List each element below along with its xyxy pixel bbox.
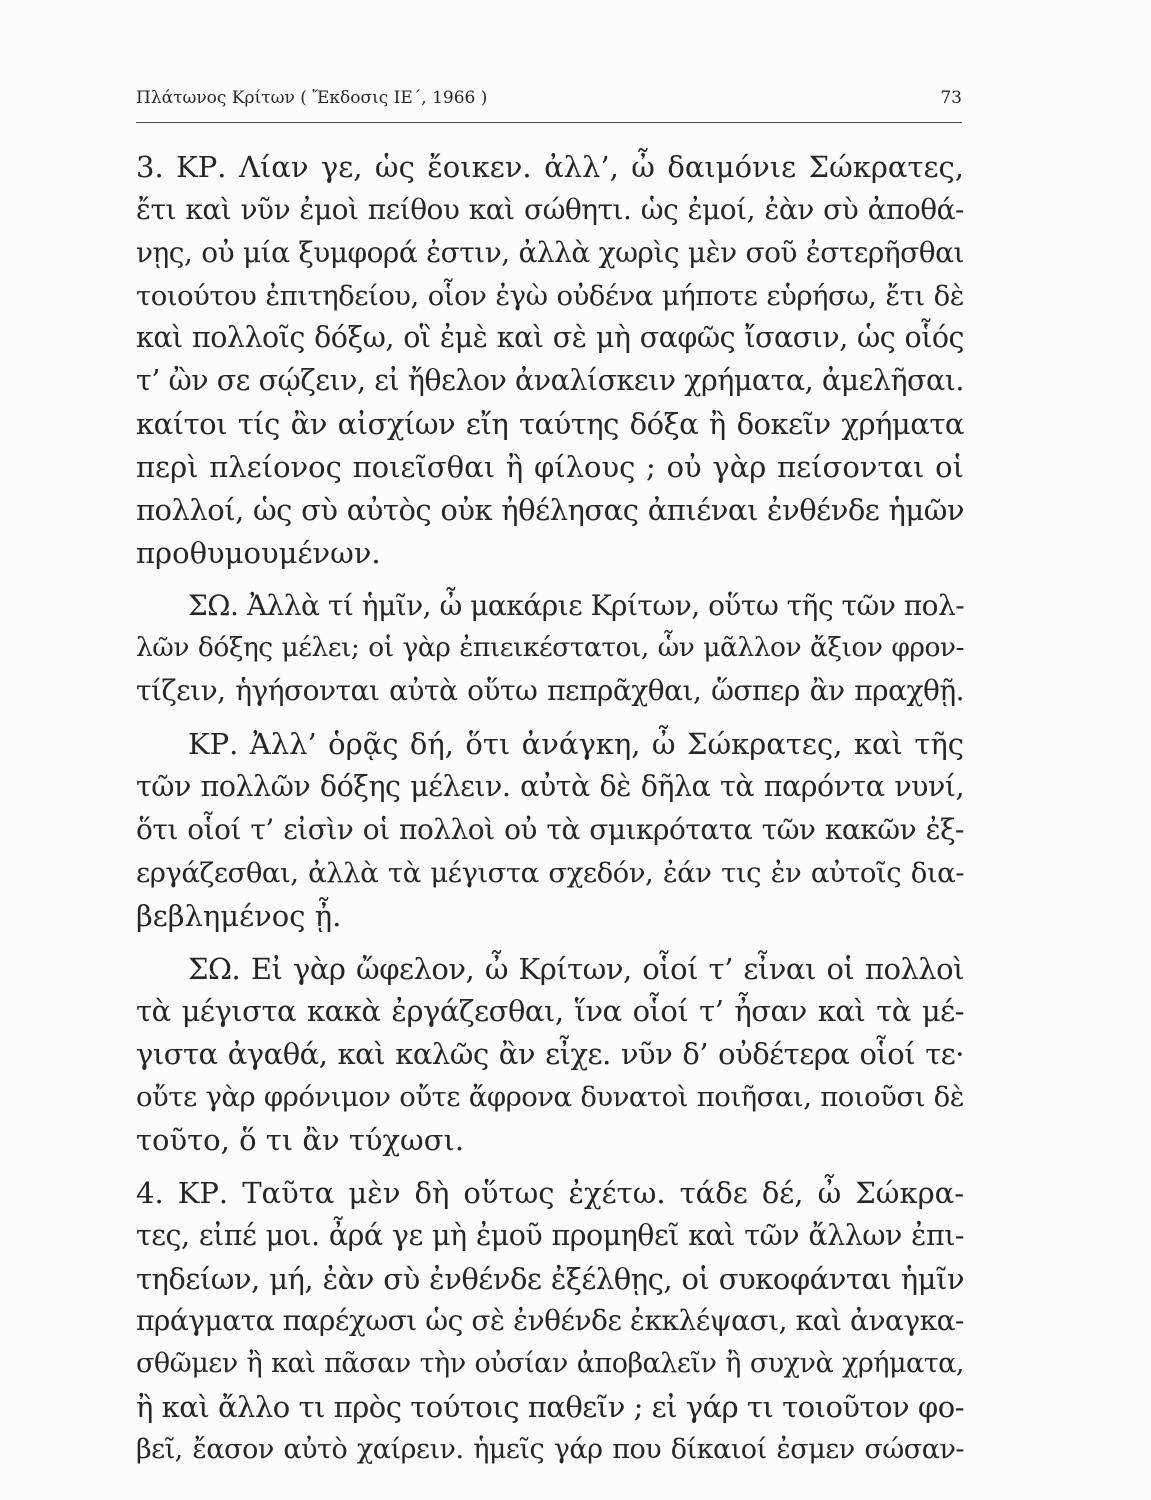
text-line: τὰ μέγιστα κακὰ ἐργάζεσθαι, ἵνα οἷοί τ’ ἦσαν καὶ τὰ μέ- <box>136 994 964 1028</box>
text-line: λῶν δόξης μέλει; οἱ γὰρ ἐπιεικέστατοι, ὧν μᾶλλον ἄξιον φρον- <box>136 632 964 663</box>
text-line: τηδείων, μή, ἐὰν σὺ ἐνθένδε ἐξέλθῃς, οἱ συκοφάνται ἡμῖν <box>136 1262 964 1296</box>
text-line: περὶ πλείονος ποιεῖσθαι ἢ φίλους ; οὐ γὰρ πείσονται οἱ <box>136 450 964 484</box>
text-line: 4. ΚΡ. Ταῦτα μὲν δὴ οὕτως ἐχέτω. τάδε δέ, ὦ Σώκρα- <box>136 1176 964 1210</box>
text-line: τ’ ὢν σε σῴζειν, εἰ ἤθελον ἀναλίσκειν χρήματα, ἀμελῆσαι. <box>136 364 964 397</box>
text-line: πολλοί, ὡς σὺ αὐτὸς οὐκ ἠθέλησας ἀπιέναι ἐνθένδε ἡμῶν <box>136 493 964 527</box>
text-line: ΣΩ. Ἀλλὰ τί ἡμῖν, ὦ μακάριε Κρίτων, οὕτω τῆς τῶν πολ- <box>188 589 965 622</box>
text-line: ΣΩ. Εἰ γὰρ ὤφελον, ὦ Κρίτων, οἷοί τ’ εἶναι οἱ πολλοὶ <box>188 952 964 986</box>
text-line: βεβλημένος ᾖ. <box>136 899 342 933</box>
text-line: τίζειν, ἡγήσονται αὐτὰ οὕτω πεπρᾶχθαι, ὥσπερ ἂν πραχθῇ. <box>136 674 964 707</box>
text-line: πράγματα παρέχωσι ὡς σὲ ἐνθένδε ἐκκλέψασι, καὶ ἀναγκα- <box>136 1304 964 1337</box>
text-line: τοιούτου ἐπιτηδείου, οἷον ἐγὼ οὐδένα μήποτε εὑρήσω, ἔτι δὲ <box>136 280 964 312</box>
text-line: προθυμουμένων. <box>136 536 381 570</box>
text-line: τες, εἰπέ μοι. ἆρά γε μὴ ἐμοῦ προμηθεῖ καὶ τῶν ἄλλων ἐπι- <box>136 1219 964 1252</box>
text-line: καὶ πολλοῖς δόξω, οἳ ἐμὲ καὶ σὲ μὴ σαφῶς ἴσασιν, ὡς οἷός <box>136 321 964 354</box>
text-line: τοῦτο, ὅ τι ἂν τύχωσι. <box>136 1123 465 1157</box>
text-line: γιστα ἀγαθά, καὶ καλῶς ἂν εἶχε. νῦν δ’ οὐδέτερα οἷοί τε· <box>136 1037 964 1071</box>
text-line: εργάζεσθαι, ἀλλὰ τὰ μέγιστα σχεδόν, ἐάν τις ἐν αὐτοῖς δια- <box>136 857 964 889</box>
text-line: οὔτε γὰρ φρόνιμον οὔτε ἄφρονα δυνατοὶ ποιῆσαι, ποιοῦσι δὲ <box>136 1081 964 1113</box>
running-header <box>136 88 962 118</box>
header-rule <box>136 122 962 123</box>
text-line: ὅτι οἷοί τ’ εἰσὶν οἱ πολλοὶ οὐ τὰ σμικρότατα τῶν κακῶν ἐξ- <box>136 813 964 846</box>
text-line: ἔτι καὶ νῦν ἐμοὶ πείθου καὶ σώθητι. ὡς ἐμοί, ἐὰν σὺ ἀποθά- <box>136 193 964 226</box>
text-line: καίτοι τίς ἂν αἰσχίων εἴη ταύτης δόξα ἢ δοκεῖν χρήματα <box>136 407 964 441</box>
text-line: ἢ καὶ ἄλλο τι πρὸς τούτοις παθεῖν ; εἰ γάρ τι τοιοῦτον φο- <box>136 1390 964 1424</box>
text-line: νῃς, οὐ μία ξυμφορά ἐστιν, ἀλλὰ χωρὶς μὲν σοῦ ἐστερῆσθαι <box>136 236 964 269</box>
text-line: σθῶμεν ἢ καὶ πᾶσαν τὴν οὐσίαν ἀποβαλεῖν ἢ συχνὰ χρήματα, <box>136 1348 964 1379</box>
text-line: ΚΡ. Ἀλλ’ ὁρᾷς δή, ὅτι ἀνάγκη, ὦ Σώκρατες, καὶ τῆς <box>188 727 964 761</box>
header-title: Πλάτωνος Κρίτων ( Ἔκδοσις ΙΕ΄, 1966 ) <box>136 88 488 108</box>
text-line: βεῖ, ἔασον αὐτὸ χαίρειν. ἡμεῖς γάρ που δίκαιοί ἐσμεν σώσαν- <box>136 1434 964 1465</box>
text-line: τῶν πολλῶν δόξης μέλειν. αὐτὰ δὲ δῆλα τὰ παρόντα νυνί, <box>136 770 964 803</box>
text-line: 3. ΚΡ. Λίαν γε, ὡς ἔοικεν. ἀλλ’, ὦ δαιμόνιε Σώκρατες, <box>136 150 964 184</box>
page-number: 73 <box>940 88 962 108</box>
